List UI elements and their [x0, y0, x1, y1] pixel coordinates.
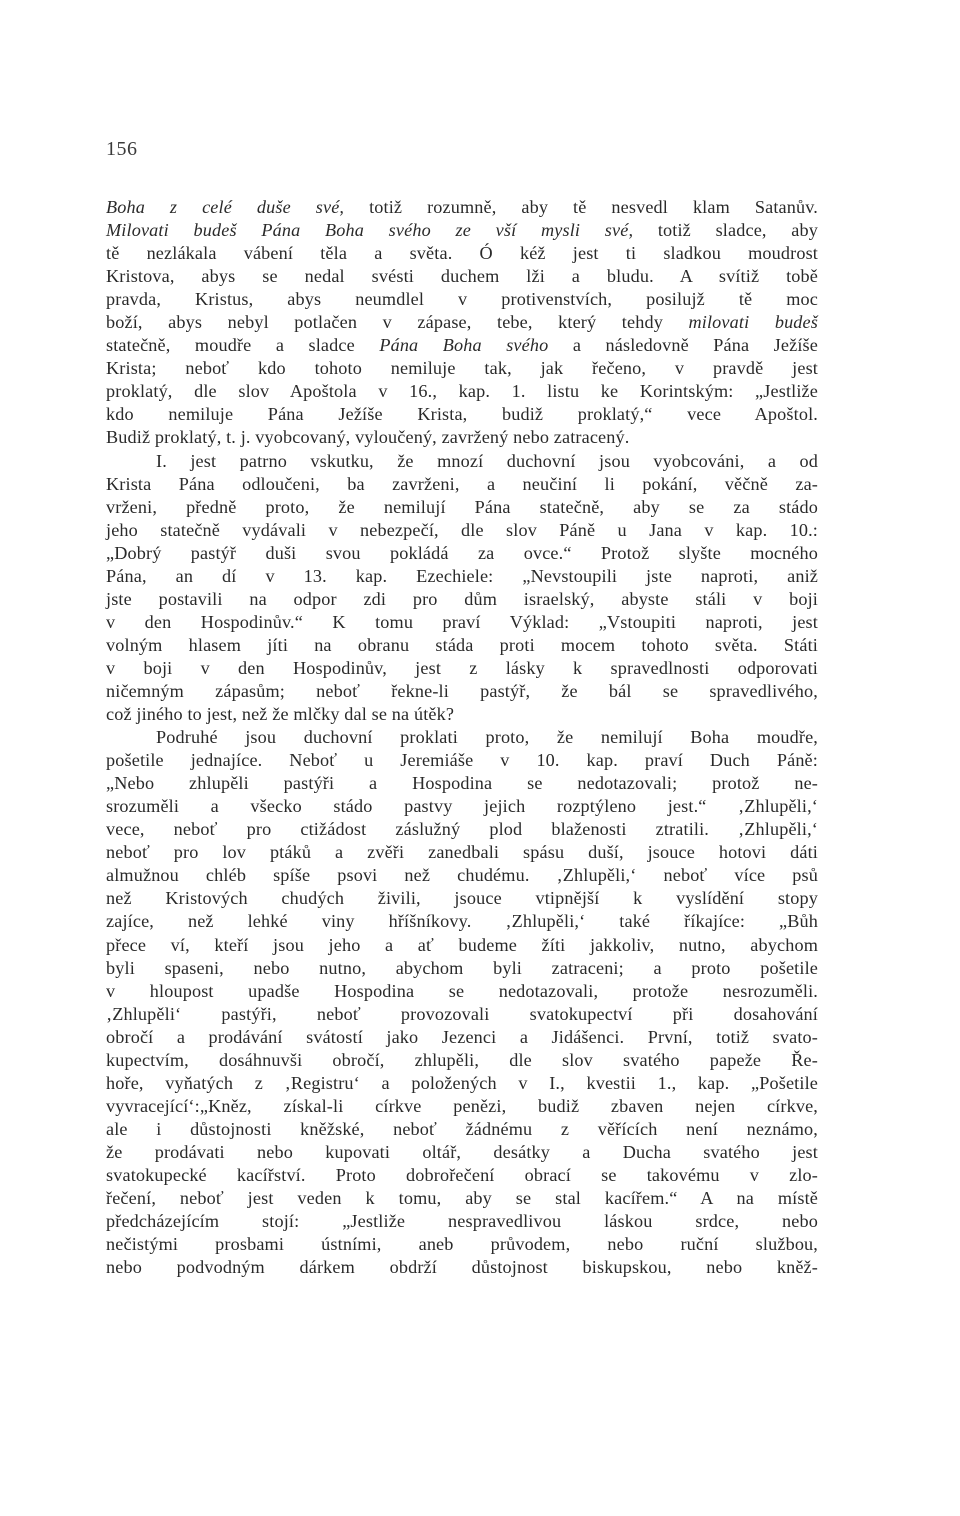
text-line: Budiž proklatý, t. j. vyobcovaný, vyloučený, zavržený nebo zatracený.: [106, 427, 630, 448]
text-line: [106, 219, 818, 242]
italic-phrase: milovati budeš: [688, 312, 819, 333]
page-number: 156: [106, 138, 138, 160]
text-line: kdo nemiluje Pána Ježíše Krista, budiž proklatý,“ vece Apoštol.: [106, 404, 818, 425]
italic-phrase: Boha z celé duše své,: [106, 197, 345, 217]
text-line: pravda, Kristus, abys neumdlel v protivenstvích, posilujž tě moc: [106, 289, 818, 310]
text-line: ničemným zápasům; neboť řekne-li pastýř, že bál se spravedlivého,: [106, 680, 818, 701]
italic-phrase: Milovati budeš Pána Boha svého ze vší mysli své,: [106, 220, 634, 241]
text-line: „Dobrý pastýř duši svou pokládá za ovce.“ Protož slyšte mocného: [106, 542, 818, 563]
text-line: řečení, neboť jest veden k tomu, aby se stal kacířem.“ A na místě: [106, 1188, 818, 1209]
text-line: hoře, vyňatých z ‚Registru‘ a položených v I., kvestii 1., kap. „Pošetile: [106, 1072, 818, 1093]
text-line: almužnou chléb spíše psovi než chudému. ‚Zhlupěli,‘ neboť více psů: [106, 865, 818, 886]
line-text: boží, abys nebyl potlačen v zápase, tebe, který tehdy: [106, 312, 689, 333]
text-line: [106, 311, 818, 334]
line-text: statečně, moudře a sladce: [106, 335, 380, 356]
text-line: v boji v den Hospodinův, jest z lásky k spravedlnosti odporovati: [106, 657, 818, 678]
text-line: vrženi, předně proto, že nemilují Pána statečně, aby se za stádo: [106, 496, 818, 517]
text-line: v den Hospodinův.“ K tomu praví Výklad: „Vstoupiti naproti, jest: [106, 611, 818, 632]
text-line: obročí a prodávání svátostí jako Jezenci a Jidášenci. První, totiž svato-: [106, 1026, 818, 1047]
text-line: ale i důstojnosti kněžské, neboť žádnému z věřících není neznámo,: [106, 1118, 818, 1139]
text-line: že prodávati nebo kupovati oltář, desátky a Ducha svatého jest: [106, 1141, 818, 1162]
line-text: totiž rozumně, aby tě nesvedl klam Satanův.: [344, 197, 818, 217]
text-body: [106, 196, 818, 1279]
text-line: Kristova, abys se nedal svésti duchem lži a bludu. A svítiž tobě: [106, 266, 818, 287]
line-text: totiž sladce, aby: [633, 220, 818, 241]
text-line: [106, 334, 818, 357]
text-line: srozuměli a všecko stádo pastvy jejich rozptýleno jest.“ ‚Zhlupěli,‘: [106, 796, 818, 817]
text-line: ‚Zhlupěli‘ pastýři, neboť provozovali svatokupectví při dosahování: [106, 1003, 818, 1024]
text-line: I. jest patrno vskutku, že mnozí duchovní jsou vyobcováni, a od: [156, 450, 818, 471]
text-line: v hloupost upadše Hospodina se nedotazovali, protože nesrozuměli.: [106, 980, 818, 1001]
text-line: tě nezlákala vábení těla a světa. Ó kéž jest ti sladkou moudrost: [106, 243, 818, 264]
text-line: Krista Pána odloučeni, ba zavrženi, a neučiní li pokání, věčně za-: [106, 473, 818, 494]
text-line: což jiného to jest, než že mlčky dal se na útěk?: [106, 704, 455, 725]
text-line: vece, neboť pro ctižádost záslužný plod blaženosti ztratili. ‚Zhlupěli,‘: [106, 819, 818, 840]
text-line: nečistými prosbami ústními, aneb průvodem, nebo ruční službou,: [106, 1234, 818, 1255]
text-line: jste postavili na odpor zdi pro dům israelský, abyste stáli v boji: [106, 588, 818, 609]
text-line: než Kristových chudých živili, jsouce vtipnější k vyslídění stopy: [106, 888, 818, 909]
text-line: Podruhé jsou duchovní proklati proto, že nemilují Boha moudře,: [156, 727, 818, 748]
text-line: Krista; neboť kdo tohoto nemiluje tak, jak řečeno, v pravdě jest: [106, 358, 818, 379]
text-line: svatokupecké kacířství. Proto dobrořečení obrací se takovému v zlo-: [106, 1164, 818, 1185]
text-line: neboť pro lov ptáků a zvěři zanedbali spásu duší, jsouce hotovi dáti: [106, 842, 818, 863]
text-line: nebo podvodným dárkem obdrží důstojnost biskupskou, nebo kněž-: [106, 1257, 818, 1278]
text-line: volným hlasem jíti na obranu stáda proti mocem tohoto světa. Státi: [106, 634, 818, 655]
line-text: a následovně Pána Ježíše: [548, 335, 819, 356]
text-line: proklatý, dle slov Apoštola v 16., kap. 1. listu ke Korintským: „Jestliže: [106, 381, 818, 402]
text-line: vyvracející‘:„Kněz, získal-li církve penězi, budiž zbaven nejen církve,: [106, 1095, 818, 1116]
text-line: byli spaseni, nebo nutno, abychom byli zatraceni; a proto pošetile: [106, 957, 818, 978]
text-line: zajíce, než lehké viny hříšníkovy. ‚Zhlupěli,‘ také říkajíce: „Bůh: [106, 911, 818, 932]
text-line: kupectvím, dosáhnuvši obročí, zhlupěli, dle slov svatého papeže Ře-: [106, 1049, 818, 1070]
text-line: Pána, an dí v 13. kap. Ezechiele: „Nevstoupili jste naproti, aniž: [106, 565, 818, 586]
text-line: „Nebo zhlupěli pastýři a Hospodina se nedotazovali; protož ne-: [106, 773, 818, 794]
text-line: předcházejícím stojí: „Jestliže nespravedlivou láskou srdce, nebo: [106, 1211, 818, 1232]
italic-phrase: Pána Boha svého: [379, 335, 549, 356]
text-line: přece ví, kteří jsou jeho a ať budeme žíti jakkoliv, nutno, abychom: [106, 934, 818, 955]
text-line: jeho statečně vydávali v nebezpečí, dle slov Páně u Jana v kap. 10.:: [106, 519, 818, 540]
text-line: pošetile jednajíce. Neboť u Jeremiáše v 10. kap. praví Duch Páně:: [106, 750, 818, 771]
text-line: [106, 196, 818, 219]
